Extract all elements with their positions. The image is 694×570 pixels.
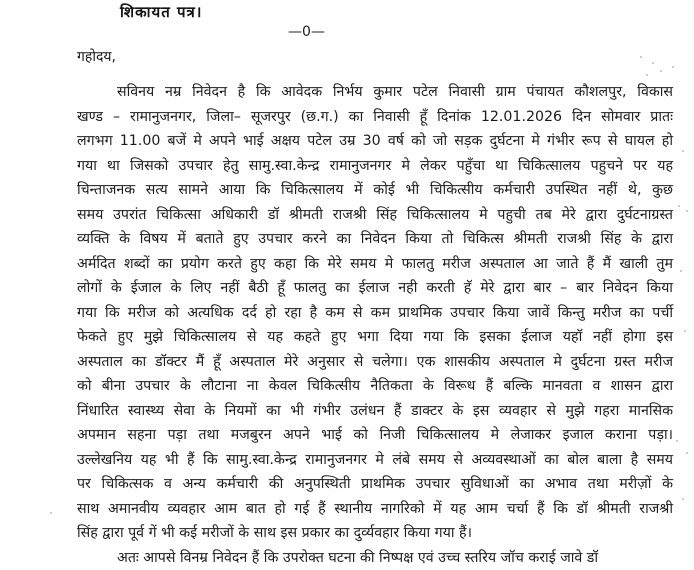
letter-title: शिकायत पत्र।: [120, 2, 202, 22]
scan-speckle: [686, 210, 688, 212]
body-line: व्यक्ति के विषय में बताते हुए उपचार करने का निवेदन किया तो चिकित्स श्रीमती राजश्री सिंह के द्वारा: [77, 227, 673, 252]
body-line: लोगों के ईजाल के लिए नहीं बैठी हूँ फालतु का ईलाज नही करती हॅ मेरे द्वारा बार – बार निवेदन किया: [77, 276, 673, 301]
body-line: अपमान सहना पड़ा तथा मजबुरन अपने भाई को निजी चिकित्सालय मे लेजाकर इजाल कराना पड़ा।: [77, 423, 673, 448]
scan-speckle: [660, 70, 662, 72]
scan-speckle: [640, 56, 642, 58]
salutation: गहोदय,: [77, 47, 116, 66]
body-line: निंधारित स्वास्थ्य सेवा के नियमों का भी गंभीर उलंधन हैं डाक्टर के इस व्यवहार से मुझे गहरा मानसिक: [77, 399, 673, 424]
body-line: गया कि मरीज को अत्यधिक दर्द हो रहा है कम से कम प्राथमिक उपचार किया जावें किन्तु मरीज का पर्ची: [77, 301, 673, 326]
body-line: लगभग 11.00 बजें मे अपने भाई अक्षय पटेल उम्र 30 वर्ष को जो सड़क दुर्घटना मे गंभीर रूप से घायल हो: [77, 129, 673, 154]
scan-speckle: [684, 330, 686, 332]
body-line: को बीना उपचार के लौटाना ना केवल चिकित्सीय नैतिकता के विरूध हैं बल्कि मानवता व शासन द्वारा: [77, 374, 673, 399]
scan-speckle: [50, 512, 52, 514]
body-line-request: अतः आपसे विनम्र निवेदन हैं कि उपरोक्त घटना की निष्पक्ष एवं उच्च स्तरिय जॉच कराई जावे डॉ: [77, 546, 673, 570]
scan-speckle: [680, 270, 682, 272]
scan-speckle: [652, 62, 654, 64]
title-divider: —0—: [288, 24, 325, 40]
body-line: फेकते हुए मुझे चिकित्सालय से यह कहते हुए भगा दिया गया कि इसका ईलाज यहॉ नहीं होगा इस: [77, 325, 673, 350]
body-line: गया था जिसको उपचार हेतु सामु.स्वा.केन्द्र रामानुजनगर मे लेकर पहुँचा था चिकित्सालय पहुचने पर यह: [77, 154, 673, 179]
body-line: पर चिकित्सक व अन्य कर्मचारी की अनुपस्थिती प्राथमिक उपचार सुविधाओं का अभाव तथा मरीज़ों के: [77, 472, 673, 497]
scan-speckle: [682, 150, 684, 152]
letter-body: [77, 80, 673, 570]
body-line: अर्मदित शब्दों का प्रयोग करते हुए कहा कि मेरे समय मे फालतु मरीज अस्पताल आ जाते हैं मैं खाली तुम: [77, 252, 673, 277]
body-line: सविनय नम्र निवेदन है कि आवेदक निर्भय कुमार पटेल निवासी ग्राम पंचायत कौशलपुर, विकास: [77, 80, 673, 105]
scan-speckle: [672, 66, 674, 68]
body-line: साथ अमानवीय व्यवहार आम बात हो गई हैं स्थानीय नागरिको में यह आम चर्चा हैं कि डॉ श्रीमती राजश्री: [77, 497, 673, 522]
scan-speckle: [678, 205, 680, 207]
scan-speckle: [676, 440, 678, 442]
body-line: चिन्ताजनक सत्य सामने आया कि चिकित्सालय में कोई भी चिकित्सीय कर्मचारी उपस्थित नहीं थे, कुछ: [77, 178, 673, 203]
body-line: उल्लेखनिय यह भी हैं कि सामु.स्वा.केन्द्र रामानुजनगर मे लंबे समय से अव्यवस्थाओं का बोल बाला है समय: [77, 448, 673, 473]
body-line: अस्पताल का डॉक्टर मैं हूँ अस्पताल मेरे अनुसार से चलेगा। एक शासकीय अस्पताल मे दुर्घटना ग्रस्त मरीज: [77, 350, 673, 375]
body-line: सिंह द्वारा पूर्व गें भी कई मरीजों के साथ इस प्रकार का दुर्व्यवहार किया गया हैं।: [77, 521, 673, 546]
body-line: खण्ड – रामानुजनगर, जिला– सूजरपुर (छ.ग.) का निवासी हूँ दिनांक 12.01.2026 दिन सोमवार प्रातः: [77, 105, 673, 130]
body-line: समय उपरांत चिकित्सा अधिकारी डॉ श्रीमती राजश्री सिंह चिकित्सालय मे पहुची तब मेरे द्वारा दुर्घटनाग्रस्त: [77, 203, 673, 228]
scan-speckle: [646, 74, 648, 76]
scan-speckle: [686, 452, 688, 454]
scan-speckle: [682, 498, 684, 500]
